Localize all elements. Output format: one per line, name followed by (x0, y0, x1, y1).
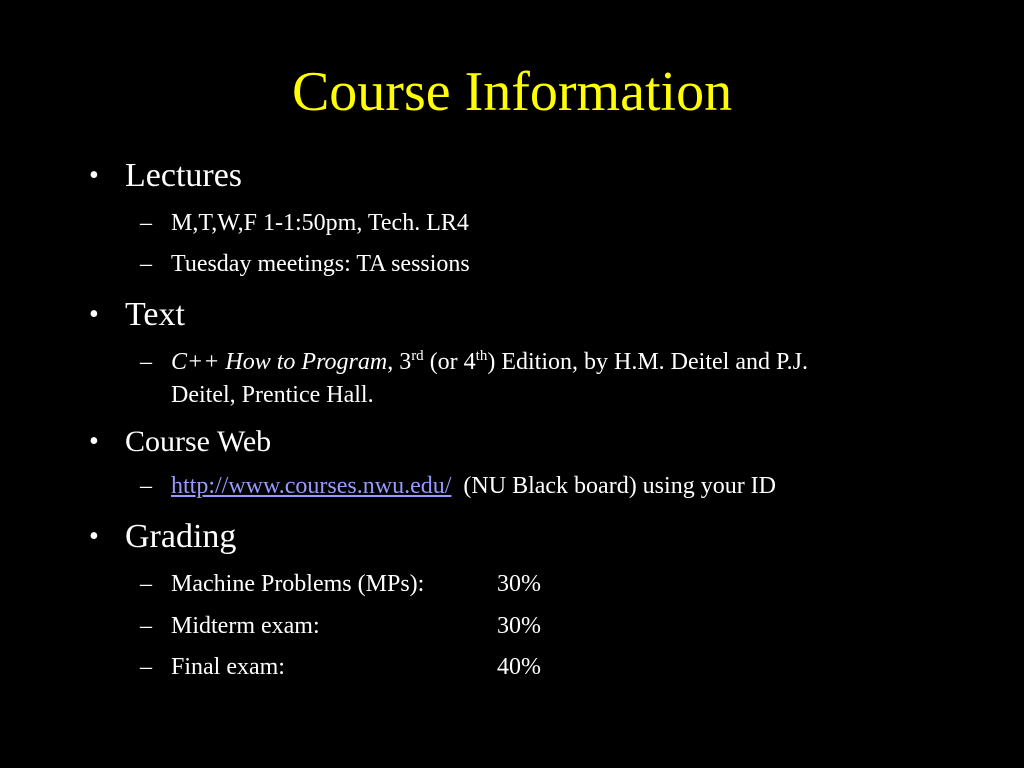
textbook-authors: ) Edition, by H.M. Deitel and P.J. (487, 349, 808, 375)
dash-icon: – (140, 210, 152, 236)
dash-icon: – (140, 349, 152, 375)
dash-icon: – (140, 473, 152, 499)
grading-label: Machine Problems (MPs): (171, 571, 425, 597)
edition-sup-th: th (475, 348, 488, 364)
bullet-icon: • (89, 160, 99, 191)
lectures-heading: Lectures (125, 157, 243, 194)
grading-label: Final exam: (171, 654, 285, 680)
grading-label: Midterm exam: (171, 613, 320, 639)
dash-icon: – (140, 654, 152, 680)
bullet-icon: • (89, 299, 99, 330)
grading-percent: 40% (497, 654, 541, 680)
course-web-link[interactable]: http://www.courses.nwu.edu/ (171, 473, 452, 499)
lectures-schedule: M,T,W,F 1-1:50pm, Tech. LR4 (171, 210, 469, 236)
dash-icon: – (140, 571, 152, 597)
textbook-line-2: Deitel, Prentice Hall. (171, 382, 374, 408)
course-web-heading: Course Web (125, 425, 272, 458)
grading-row-mps (171, 568, 541, 601)
textbook-title: C++ How to Program (171, 349, 388, 375)
bullet-icon: • (89, 521, 99, 552)
bullet-icon: • (89, 426, 99, 457)
slide-title: Course Information (291, 61, 733, 123)
grading-percent: 30% (497, 571, 541, 597)
grading-row-final (171, 651, 541, 684)
dash-icon: – (140, 251, 152, 277)
textbook-edition-alt: (or 4 (423, 349, 476, 375)
lectures-meetings: Tuesday meetings: TA sessions (171, 251, 470, 277)
grading-percent: 30% (497, 613, 541, 639)
text-heading: Text (125, 296, 185, 333)
textbook-line-1 (171, 346, 808, 379)
textbook-edition-prefix: , 3 (387, 349, 412, 375)
dash-icon: – (140, 613, 152, 639)
course-web-line (171, 470, 776, 503)
grading-heading: Grading (125, 518, 237, 555)
grading-row-midterm (171, 610, 541, 643)
edition-sup-rd: rd (411, 348, 424, 364)
course-web-note: (NU Black board) using your ID (451, 473, 777, 499)
